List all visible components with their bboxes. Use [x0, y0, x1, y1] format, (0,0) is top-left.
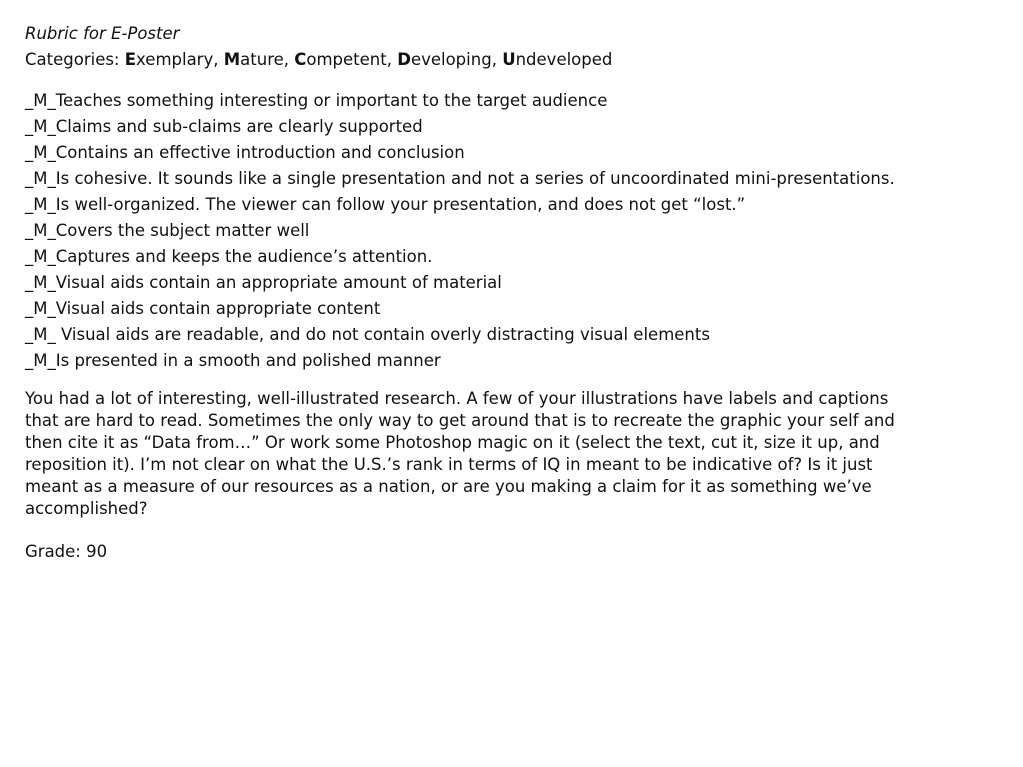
category-separator: , [213, 50, 224, 69]
category-rest: ndeveloped [515, 50, 613, 69]
categories-line [25, 49, 905, 71]
rubric-item: _M_Visual aids contain an appropriate amount of material [25, 273, 502, 292]
category-rest: ompetent [306, 50, 387, 69]
rubric-item: _M_Teaches something interesting or important to the target audience [25, 91, 608, 110]
rubric-item: _M_Covers the subject matter well [25, 221, 310, 240]
grade-line: Grade: 90 [25, 542, 108, 561]
category-exemplary [125, 50, 213, 69]
rubric-item: _M_Captures and keeps the audience’s attention. [25, 247, 433, 266]
rubric-item: _M_Claims and sub-claims are clearly supported [25, 117, 423, 136]
category-competent [294, 50, 386, 69]
category-rest: ature [240, 50, 284, 69]
category-undeveloped [502, 50, 612, 69]
category-developing [397, 50, 491, 69]
feedback-paragraph: You had a lot of interesting, well-illustrated research. A few of your illustrations have labels and captions that are hard to read. Sometimes the only way to get around that is to recreate the graphic your self and then cite it as “Data from…” Or work some Photoshop magic on it (select the text, cut it, size it up, and reposition it). I’m not clear on what the U.S.’s rank in terms of IQ in meant to be indicative of? Is it just meant as a measure of our resources as a nation, or are you making a claim for it as something we’ve accomplished? [25, 389, 895, 518]
rubric-item: _M_Is cohesive. It sounds like a single presentation and not a series of uncoordinated mini-presentations. [25, 169, 895, 188]
rubric-item: _M_ Visual aids are readable, and do not contain overly distracting visual elements [25, 325, 710, 344]
rubric-document [25, 23, 905, 563]
categories-prefix: Categories: [25, 50, 125, 69]
rubric-item: _M_Visual aids contain appropriate content [25, 299, 381, 318]
category-separator: , [283, 50, 295, 69]
rubric-item: _M_Contains an effective introduction and conclusion [25, 143, 465, 162]
rubric-item: _M_Is presented in a smooth and polished manner [25, 351, 441, 370]
category-mature [224, 50, 284, 69]
category-initial: D [397, 50, 411, 69]
category-separator: , [386, 50, 398, 69]
document-title: Rubric for E-Poster [25, 24, 180, 43]
category-initial: E [124, 50, 137, 69]
category-separator: , [491, 50, 503, 69]
category-rest: eveloping [410, 50, 492, 69]
rubric-list [25, 90, 905, 372]
category-rest: xemplary [136, 50, 214, 69]
category-initial: U [502, 50, 516, 69]
category-initial: C [294, 50, 307, 69]
category-initial: M [223, 50, 241, 69]
rubric-item: _M_Is well-organized. The viewer can follow your presentation, and does not get “lost.” [25, 195, 746, 214]
